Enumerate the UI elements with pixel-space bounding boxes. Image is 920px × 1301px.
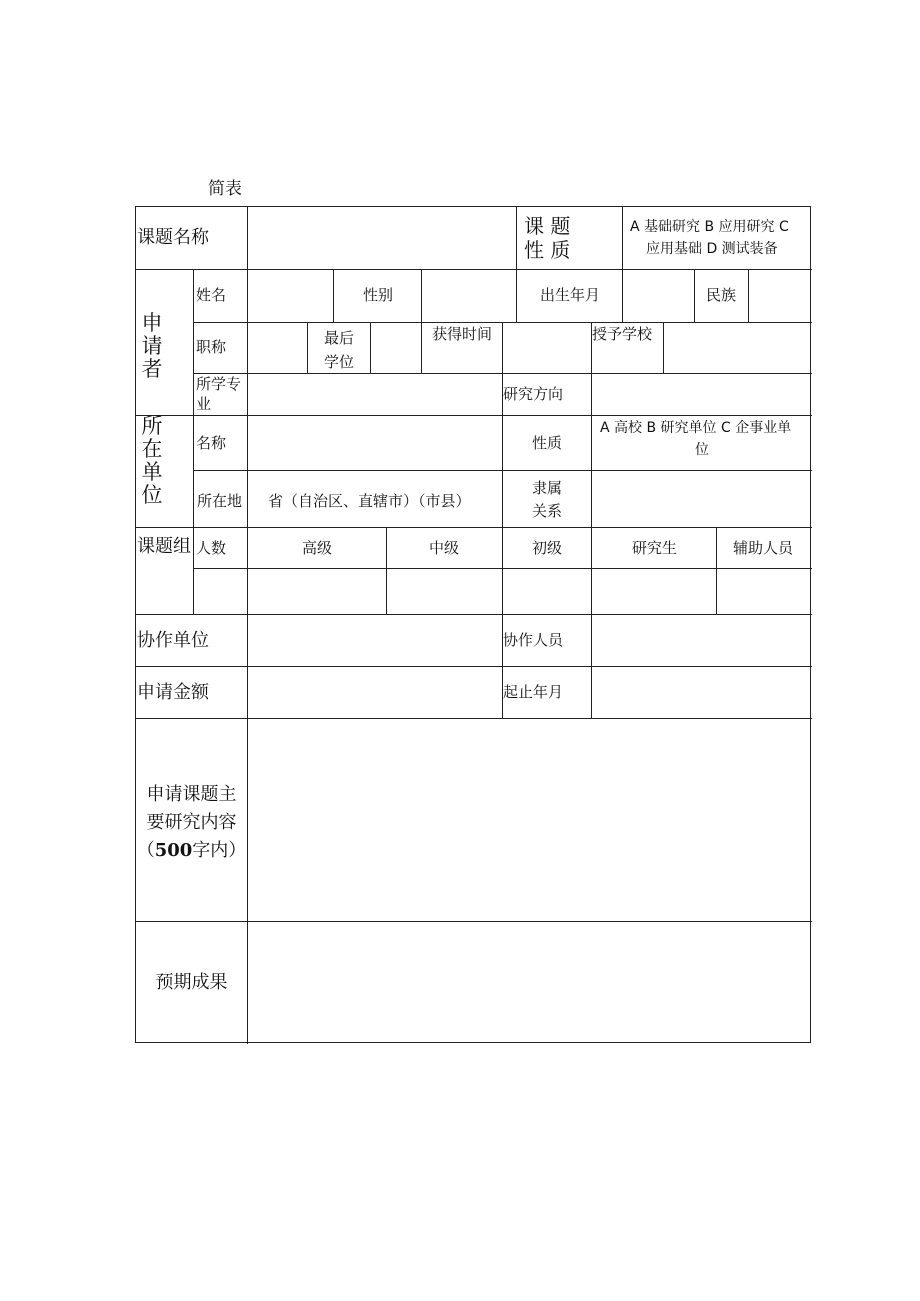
col-divider (663, 322, 664, 373)
applicant-ethnicity-label: 民族 (706, 286, 737, 304)
col-divider (502, 527, 503, 614)
team-middle-label: 中级 (429, 539, 460, 557)
topic-name-label: 课题名称 (137, 227, 209, 248)
research-direction-label: 研究方向 (503, 385, 564, 403)
applicant-degree-label: 最后 (324, 329, 355, 347)
col-divider (516, 269, 517, 322)
col-divider (591, 373, 592, 415)
col-divider (502, 322, 503, 373)
row-divider (136, 415, 812, 416)
col-divider (591, 614, 592, 718)
degree-time-label: 获得时间 (432, 325, 493, 343)
row-divider (136, 921, 812, 922)
row-divider (136, 614, 812, 615)
team-count-label: 人数 (196, 539, 227, 557)
application-form-table (135, 206, 811, 1043)
row-divider (136, 527, 812, 528)
applicant-degree-label: 学位 (324, 353, 355, 371)
applicant-gender-label: 性别 (363, 286, 394, 304)
col-divider (694, 269, 695, 322)
col-divider (516, 207, 517, 269)
col-divider (247, 322, 248, 373)
topic-nature-options: A 基础研究 B 应用研究 C (630, 219, 789, 235)
applicant-name-label: 姓名 (196, 286, 227, 304)
applicant-group-label: 申 请 者 (141, 311, 163, 381)
col-divider (247, 527, 248, 614)
col-divider (591, 527, 592, 614)
col-divider (193, 527, 194, 614)
funding-amount-label: 申请金额 (137, 682, 209, 703)
row-divider (136, 718, 812, 719)
team-assist-label: 辅助人员 (733, 539, 794, 557)
unit-group-label: 所 在 单 位 (141, 414, 163, 507)
unit-nature-label: 性质 (532, 434, 563, 452)
col-divider (333, 269, 334, 322)
col-divider (622, 269, 623, 322)
cooperation-people-label: 协作人员 (503, 631, 564, 649)
col-divider (247, 207, 248, 269)
col-divider (502, 614, 503, 718)
topic-nature-label: 课 题 (524, 214, 571, 238)
col-divider (307, 322, 308, 373)
affiliation-label: 隶属 (532, 479, 563, 497)
unit-name-label: 名称 (196, 434, 227, 452)
funding-period-label: 起止年月 (503, 683, 564, 701)
research-content-label: 申请课题主 要研究内容 （500字内） (136, 784, 247, 861)
col-divider (421, 322, 422, 373)
affiliation-label: 关系 (532, 502, 563, 520)
unit-location-hint: 省（自治区、直辖市）（市县） (268, 492, 471, 510)
col-divider (247, 718, 248, 1044)
unit-nature-options: A 高校 B 研究单位 C 企事业单 (600, 420, 792, 436)
team-label: 课题组 (137, 536, 191, 557)
topic-nature-label: 性 质 (524, 238, 571, 262)
col-divider (421, 269, 422, 322)
col-divider (247, 373, 248, 415)
team-grad-label: 研究生 (632, 539, 678, 557)
expected-results-label: 预期成果 (155, 972, 228, 993)
unit-nature-options: 位 (695, 442, 709, 458)
major-label: 业 (196, 395, 212, 413)
unit-location-label: 所在地 (197, 492, 243, 510)
col-divider (502, 415, 503, 527)
col-divider (591, 415, 592, 527)
col-divider (748, 269, 749, 322)
col-divider (716, 527, 717, 614)
row-divider (136, 666, 812, 667)
degree-school-label: 授予学校 (592, 325, 653, 343)
col-divider (622, 207, 623, 269)
col-divider (247, 614, 248, 718)
topic-nature-options: 应用基础 D 测试装备 (646, 241, 778, 257)
col-divider (386, 527, 387, 614)
major-label: 所学专 (196, 375, 242, 393)
col-divider (247, 415, 248, 527)
team-junior-label: 初级 (532, 539, 563, 557)
applicant-birth-label: 出生年月 (540, 286, 601, 304)
team-senior-label: 高级 (302, 539, 333, 557)
col-divider (247, 269, 248, 322)
cooperation-unit-label: 协作单位 (137, 630, 209, 651)
applicant-title-label: 职称 (196, 338, 227, 356)
page-title: 简表 (208, 179, 242, 199)
col-divider (370, 322, 371, 373)
row-divider (136, 269, 812, 270)
